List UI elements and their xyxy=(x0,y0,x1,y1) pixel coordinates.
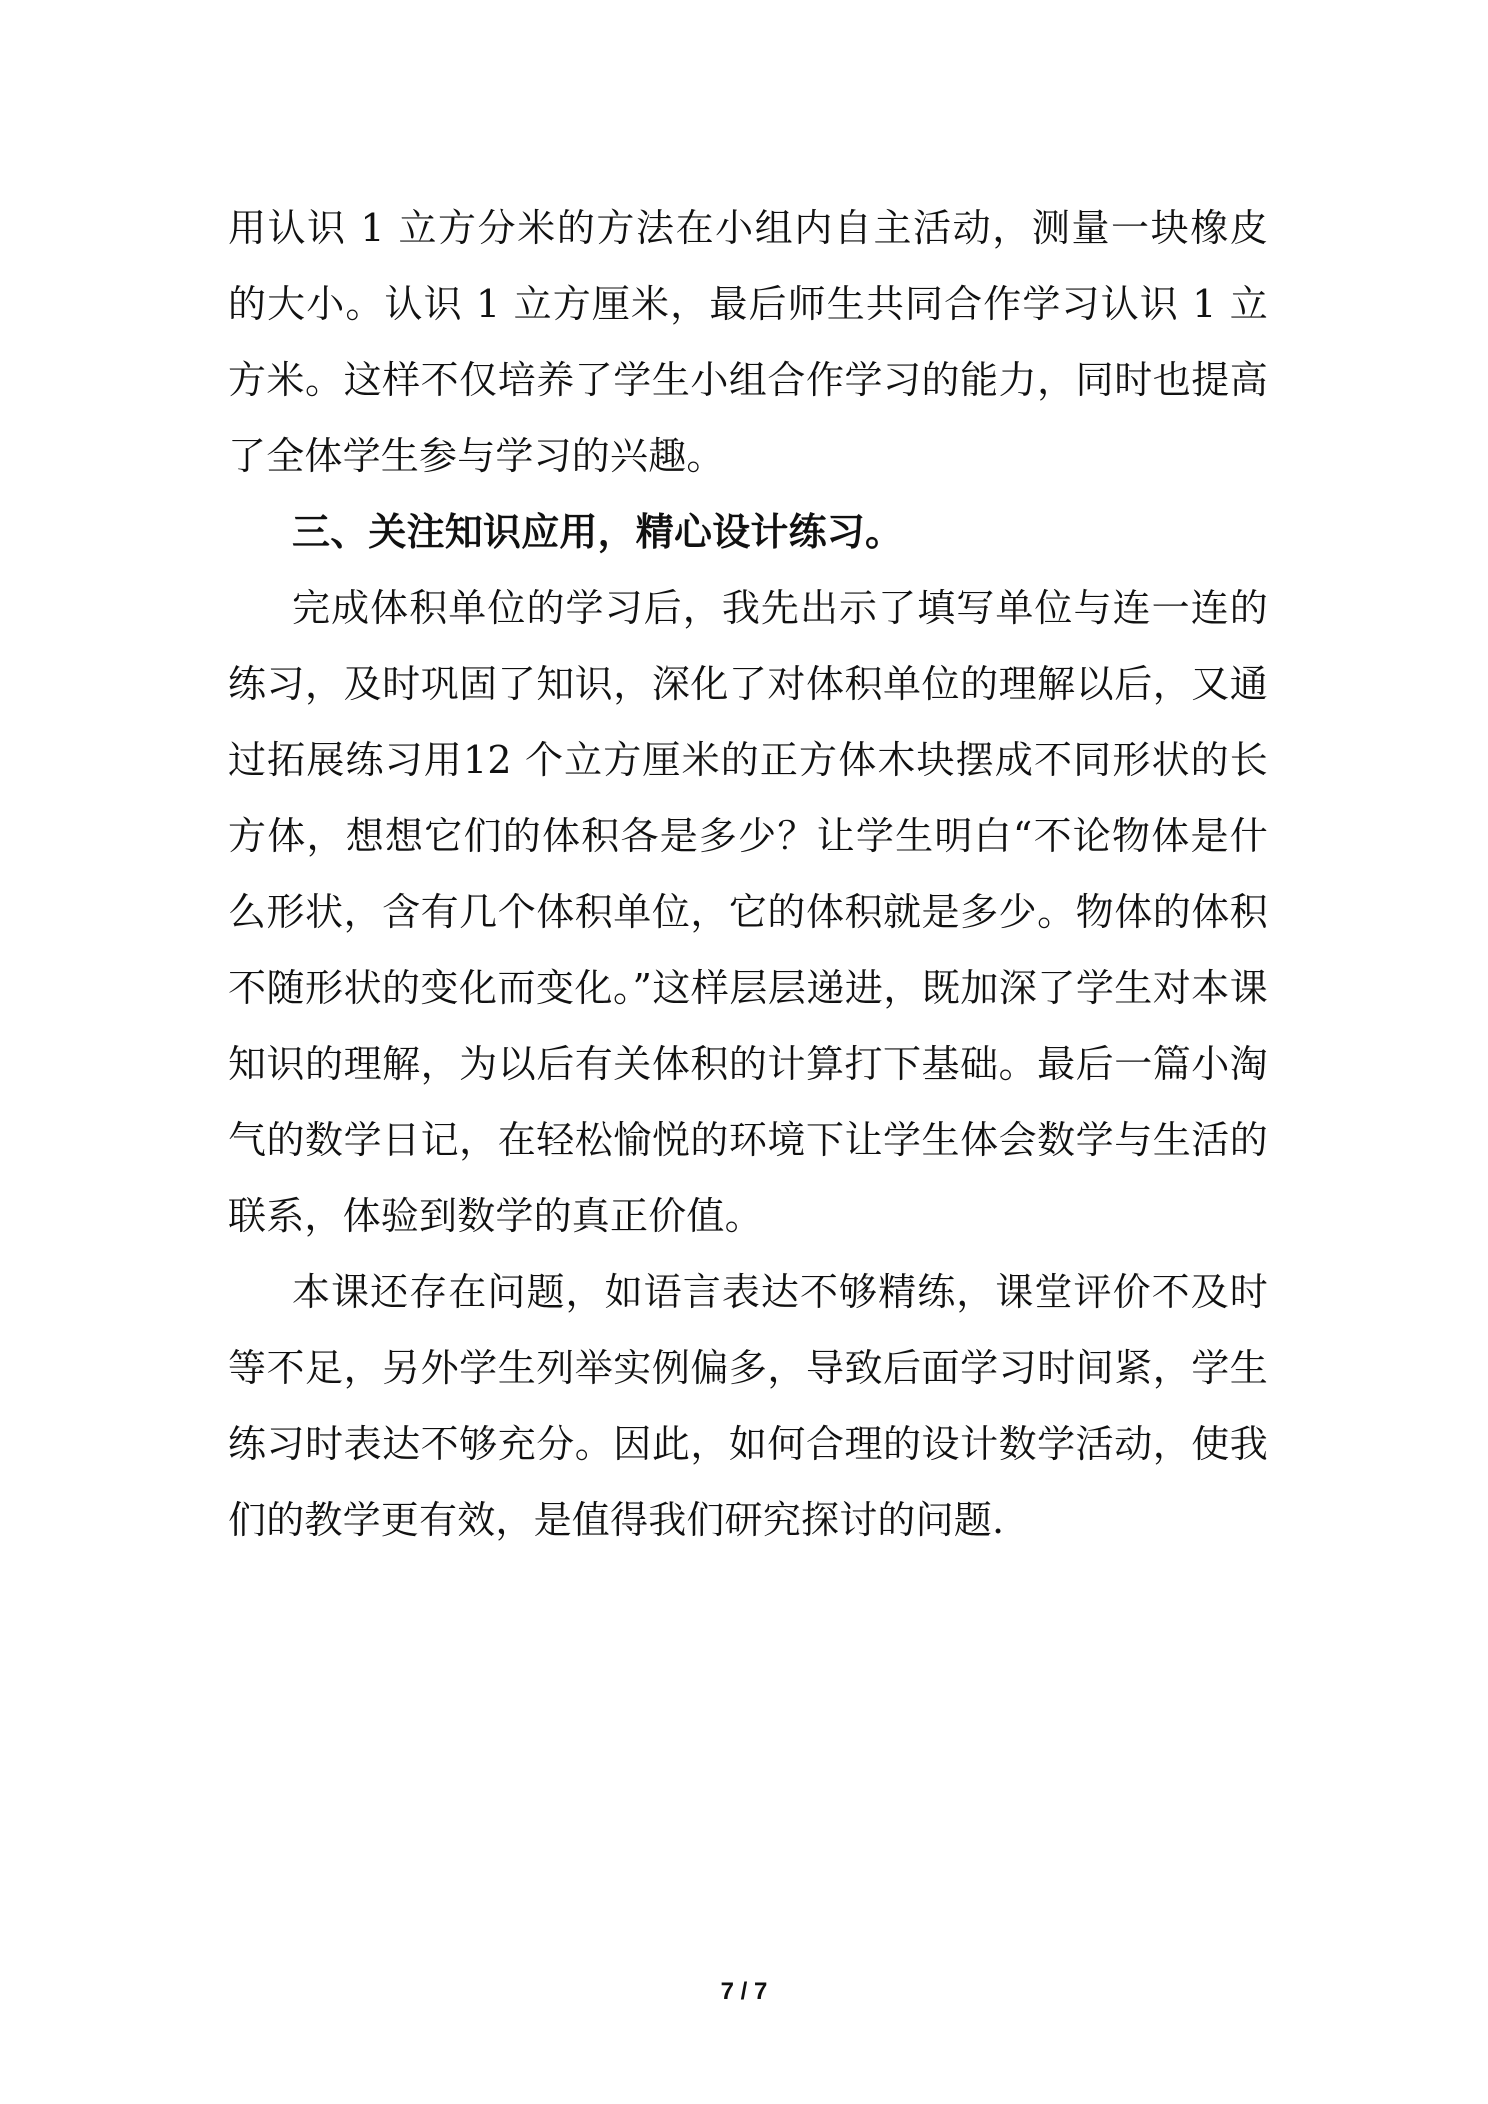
paragraph-practice-design: 完成体积单位的学习后，我先出示了填写单位与连一连的练习，及时巩固了知识，深化了对体积单位的理解以后，又通过拓展练习用12 个立方厘米的正方体木块摆成不同形状的长方体，想想它们的体积各是多少？让学生明白“不论物体是什么形状，含有几个体积单位，它的体积就是多少。物体的体积不随形状的变化而变化。”这样层层递进，既加深了学生对本课知识的理解，为以后有关体积的计算打下基础。最后一篇小淘气的数学日记，在轻松愉悦的环境下让学生体会数学与生活的联系，体验到数学的真正价值。 xyxy=(228,586,1268,1238)
page-number: 7 / 7 xyxy=(720,1978,768,2005)
paragraph-continuation: 用认识 1 立方分米的方法在小组内自主活动，测量一块橡皮的大小。认识 1 立方厘米，最后师生共同合作学习认识 1 立方米。这样不仅培养了学生小组合作学习的能力，同时也提高了全体学生参与学习的兴趣。 xyxy=(228,206,1268,478)
section-heading: 三、关注知识应用，精心设计练习。 xyxy=(292,509,904,554)
document-body xyxy=(228,190,1268,1558)
paragraph-reflection: 本课还存在问题，如语言表达不够精练，课堂评价不及时等不足，另外学生列举实例偏多，导致后面学习时间紧，学生练习时表达不够充分。因此，如何合理的设计数学活动，使我们的教学更有效，是值得我们研究探讨的问题. xyxy=(228,1270,1268,1542)
